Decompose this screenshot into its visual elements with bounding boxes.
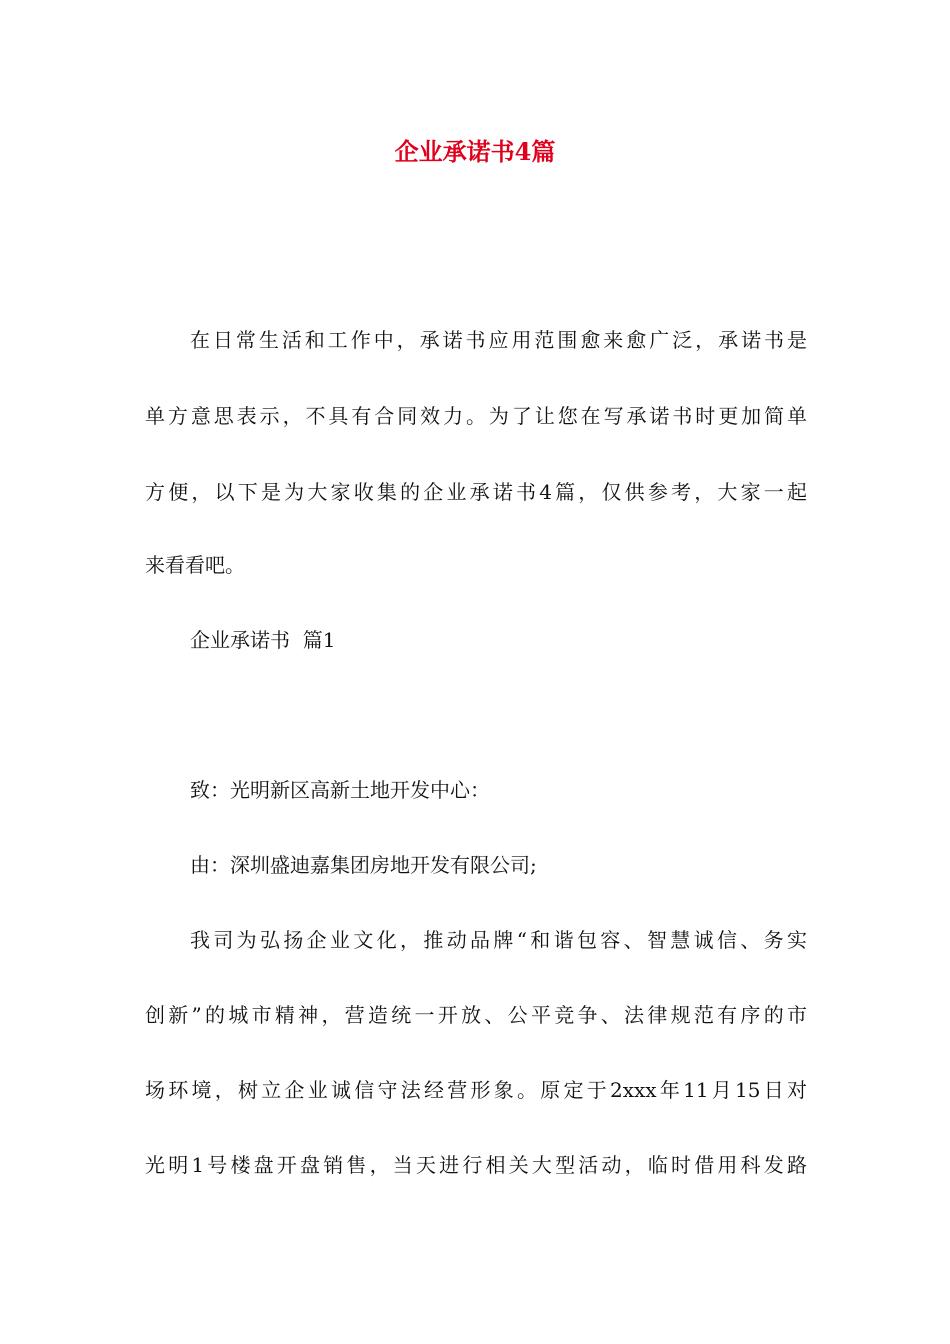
body-line-2: 创新”的城市精神，营造统一开放、公平竞争、法律规范有序的市 <box>145 1003 807 1027</box>
intro-line-1: 在日常生活和工作中，承诺书应用范围愈来愈广泛，承诺书是 <box>190 328 807 352</box>
sender-line: 由：深圳盛迪嘉集团房地开发有限公司; <box>190 853 537 877</box>
intro-line-4: 来看看吧。 <box>145 553 245 577</box>
body-line-1: 我司为弘扬企业文化，推动品牌“和谐包容、智慧诚信、务实 <box>190 928 807 952</box>
body-line-4: 光明1号楼盘开盘销售，当天进行相关大型活动，临时借用科发路 <box>145 1153 807 1177</box>
addressee-line: 致：光明新区高新土地开发中心： <box>190 778 490 802</box>
intro-line-3: 方便，以下是为大家收集的企业承诺书4篇，仅供参考，大家一起 <box>145 480 807 504</box>
document-title: 企业承诺书4篇 <box>394 137 556 166</box>
body-line-3: 场环境，树立企业诚信守法经营形象。原定于2xxx年11月15日对 <box>145 1078 807 1102</box>
intro-line-2: 单方意思表示，不具有合同效力。为了让您在写承诺书时更加简单 <box>145 404 807 428</box>
section-heading: 企业承诺书 篇1 <box>190 628 336 652</box>
